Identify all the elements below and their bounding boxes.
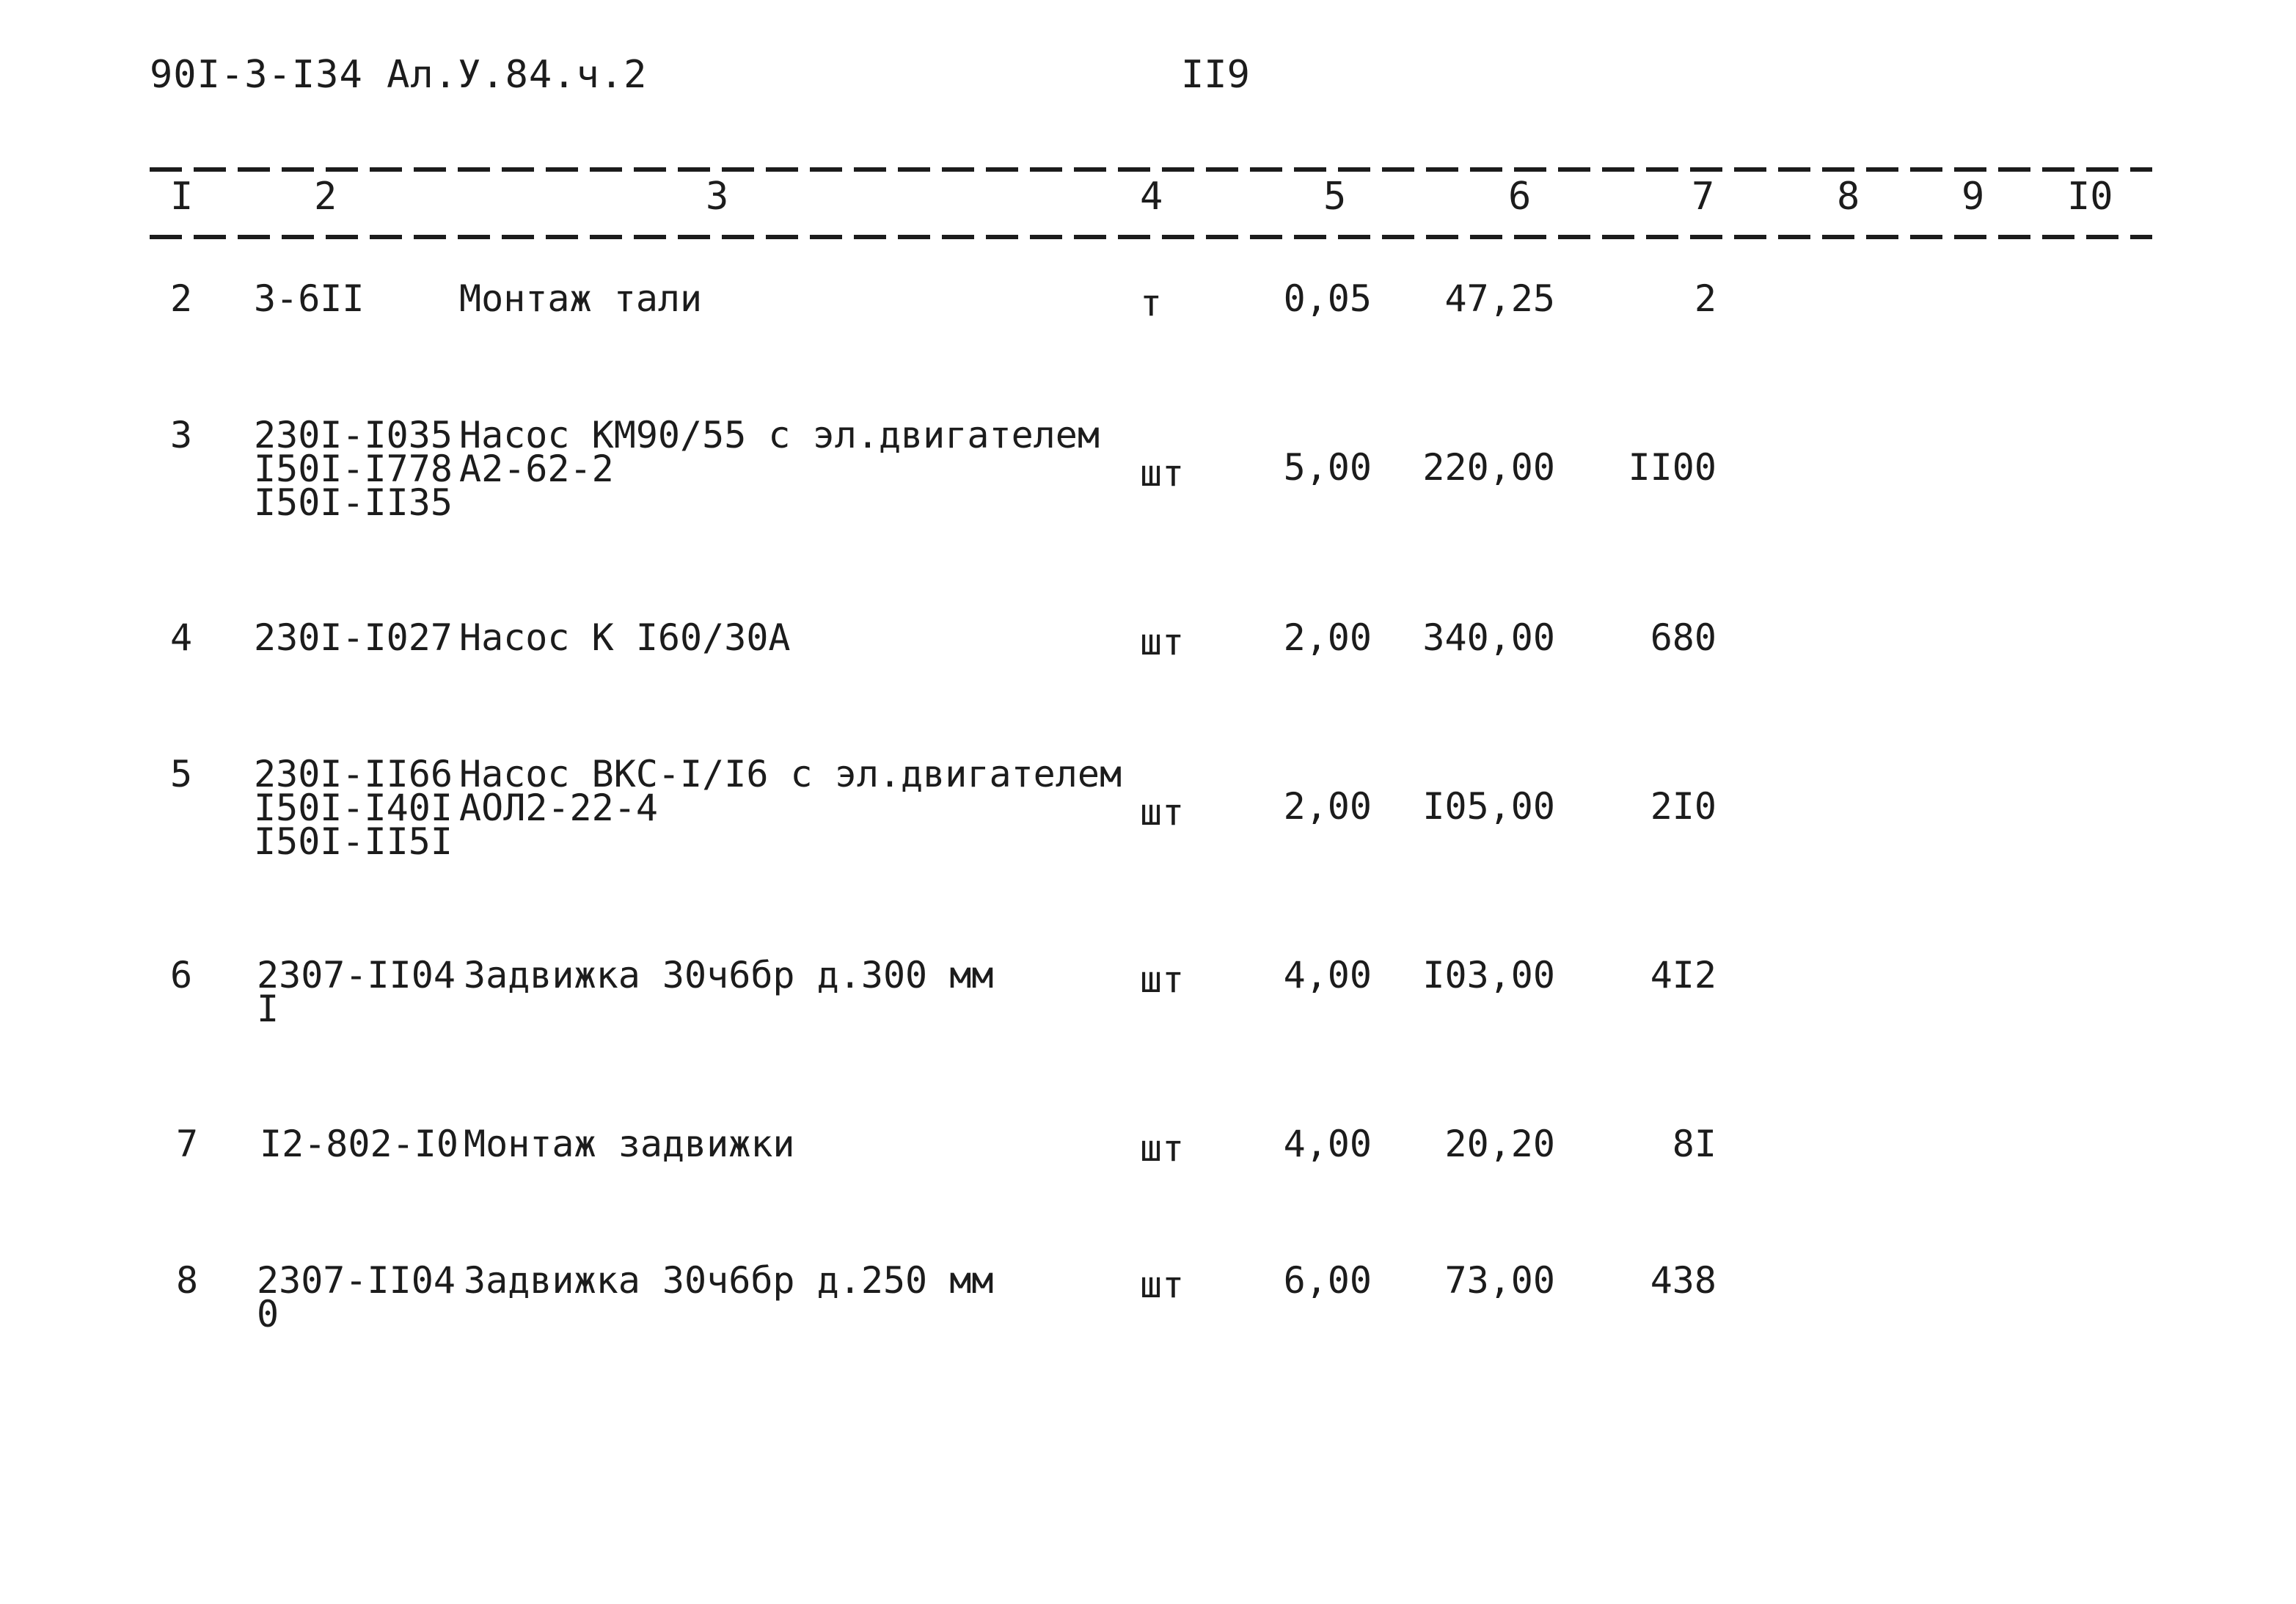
table-row-total: 2I0 — [1650, 785, 1716, 828]
table-row-number: 7 — [176, 1123, 199, 1165]
table-row-name: Монтаж задвижки — [464, 1123, 795, 1165]
column-header-8: 8 — [1837, 175, 1860, 219]
table-row-name: Насос К I60/30А — [459, 616, 791, 659]
table-row-quantity: 4,00 — [1283, 1123, 1372, 1165]
table-row-number: 4 — [170, 616, 193, 659]
column-header-7: 7 — [1692, 175, 1715, 219]
table-row-unit-price: 20,20 — [1444, 1123, 1555, 1165]
column-header-1: I — [170, 175, 194, 219]
table-row-name: Задвижка 30ч6бр д.250 мм — [464, 1259, 994, 1302]
table-row-number: 8 — [176, 1259, 199, 1302]
table-row-number: 2 — [170, 277, 193, 320]
table-row-unit-price: 220,00 — [1422, 446, 1555, 489]
table-row-unit: шт — [1140, 958, 1185, 1001]
table-row-unit: шт — [1140, 1264, 1185, 1306]
table-row-quantity: 2,00 — [1283, 616, 1372, 659]
table-row-code: 230I-I035 I50I-I778 I50I-II35 — [254, 414, 453, 524]
table-row-unit-price: 340,00 — [1422, 616, 1555, 659]
table-row-number: 5 — [170, 753, 193, 795]
column-header-2: 2 — [314, 175, 337, 219]
column-header-4: 4 — [1140, 175, 1163, 219]
table-row-code: 230I-II66 I50I-I40I I50I-II5I — [254, 753, 453, 863]
table-row-name: Насос КМ90/55 с эл.двигателем А2-62-2 — [459, 414, 1100, 490]
table-row-unit-price: 47,25 — [1444, 277, 1555, 320]
table-header-bottom-rule — [150, 235, 2152, 239]
table-row-total: 680 — [1650, 616, 1716, 659]
table-row-total: 438 — [1650, 1259, 1716, 1302]
column-header-5: 5 — [1323, 175, 1347, 219]
table-row-unit: шт — [1140, 791, 1185, 834]
column-header-3: 3 — [706, 175, 729, 219]
table-row-unit-price: I05,00 — [1422, 785, 1555, 828]
table-row-number: 3 — [170, 414, 193, 456]
table-row-unit: шт — [1140, 621, 1185, 663]
table-row-unit-price: 73,00 — [1444, 1259, 1555, 1302]
table-row-unit-price: I03,00 — [1422, 954, 1555, 996]
table-row-code: 230I-I027 — [254, 616, 453, 659]
column-header-10: I0 — [2067, 175, 2113, 219]
table-row-quantity: 5,00 — [1283, 446, 1372, 489]
table-row-quantity: 4,00 — [1283, 954, 1372, 996]
table-row-code: 3-6II — [254, 277, 365, 320]
table-row-name: Задвижка 30ч6бр д.300 мм — [464, 954, 994, 996]
table-row-code: 2307-II04 0 — [257, 1259, 456, 1335]
table-row-code: 2307-II04 I — [257, 954, 456, 1030]
table-row-quantity: 2,00 — [1283, 785, 1372, 828]
table-row-total: II00 — [1628, 446, 1716, 489]
document-code: 90I-3-I34 Ал.У.84.ч.2 — [150, 53, 648, 97]
page-number: II9 — [1181, 53, 1250, 97]
table-row-total: 2 — [1694, 277, 1716, 320]
table-row-quantity: 6,00 — [1283, 1259, 1372, 1302]
table-row-number: 6 — [170, 954, 193, 996]
table-row-name: Монтаж тали — [459, 277, 703, 320]
table-row-name: Насос ВКС-I/I6 с эл.двигателем АОЛ2-22-4 — [459, 753, 1122, 829]
table-row-unit: шт — [1140, 1127, 1185, 1170]
table-row-code: I2-802-I0 — [260, 1123, 458, 1165]
table-row-quantity: 0,05 — [1283, 277, 1372, 320]
column-header-9: 9 — [1962, 175, 1985, 219]
table-row-total: 8I — [1672, 1123, 1716, 1165]
table-header-top-rule — [150, 167, 2152, 172]
table-row-total: 4I2 — [1650, 954, 1716, 996]
column-header-6: 6 — [1508, 175, 1532, 219]
table-row-unit: т — [1140, 282, 1163, 324]
table-row-unit: шт — [1140, 452, 1185, 495]
